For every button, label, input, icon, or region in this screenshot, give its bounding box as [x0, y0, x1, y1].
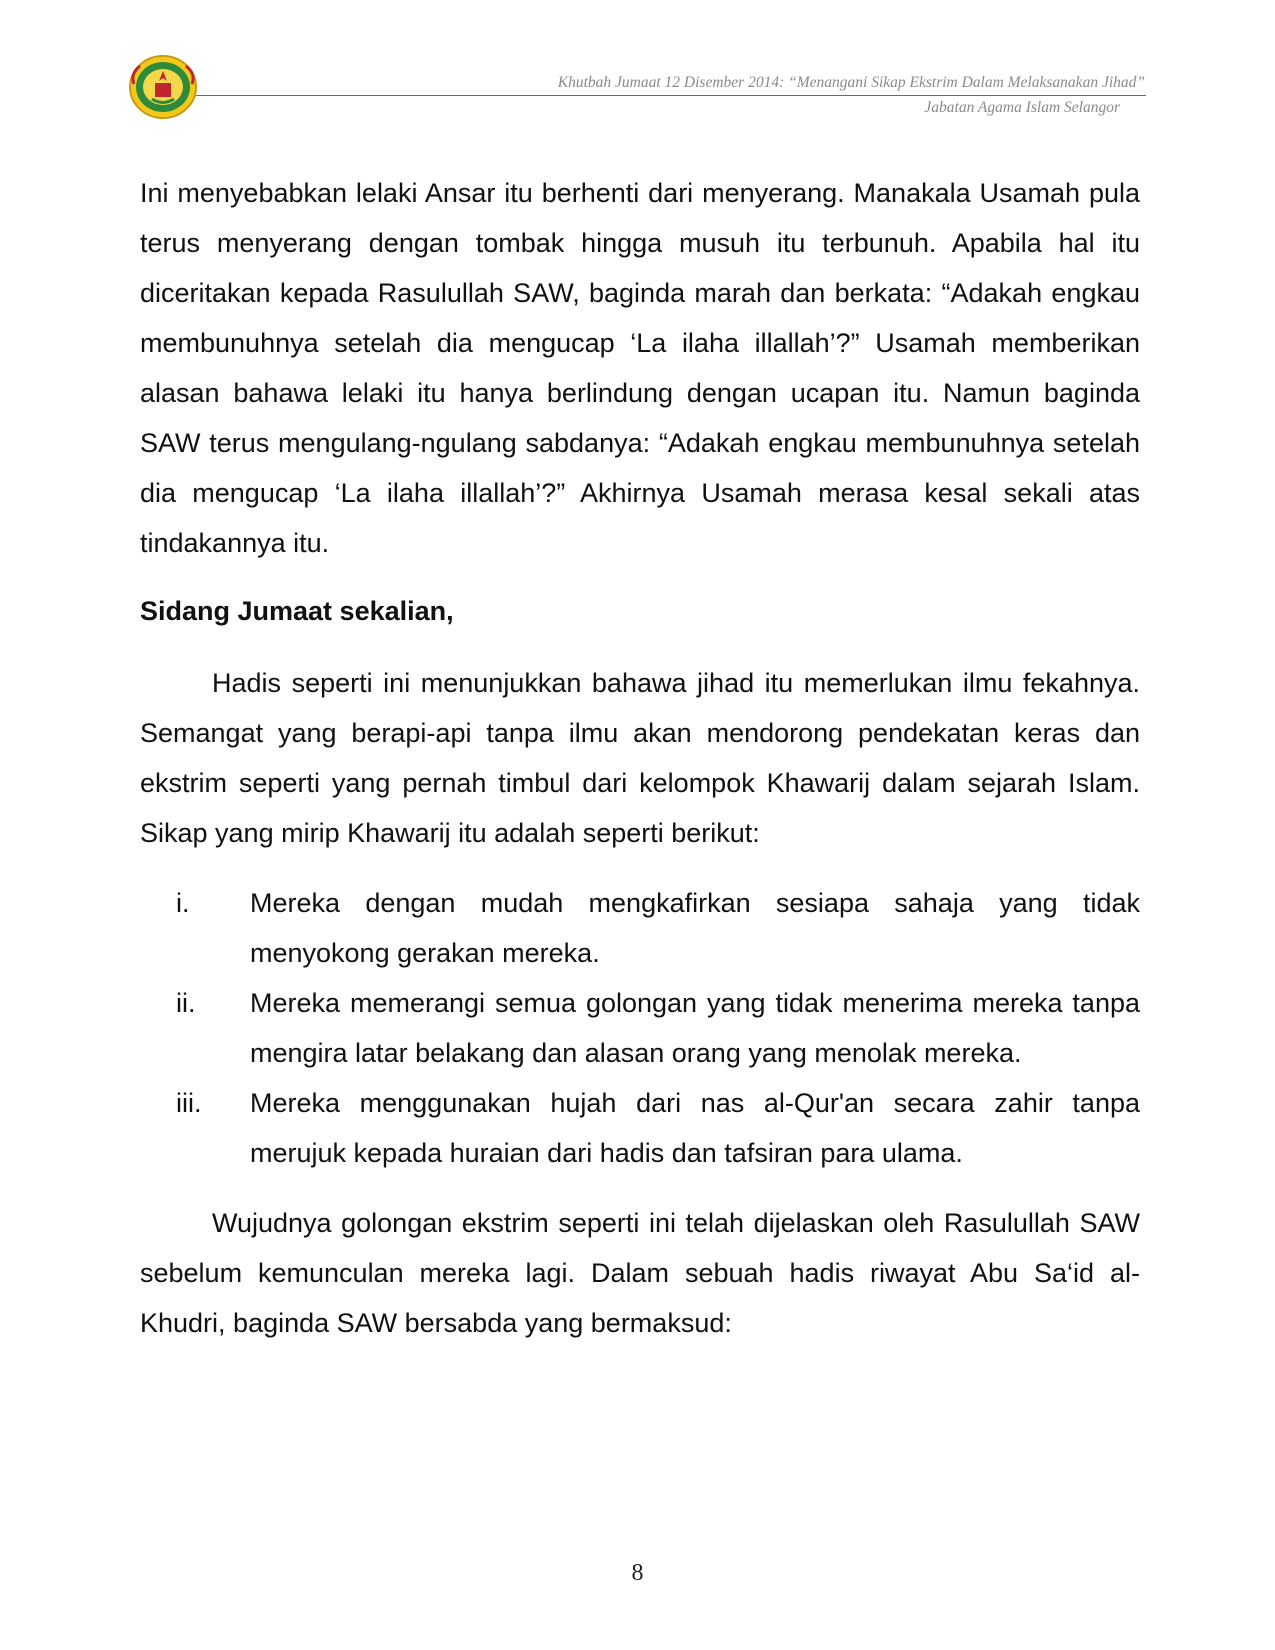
paragraph-hadith-intro: Wujudnya golongan ekstrim seperti ini telah dijelaskan oleh Rasulullah SAW sebelum kemunculan mereka lagi. Dalam sebuah hadis riwayat Abu Sa‘id al-Khudri, baginda SAW bersabda yang bermaksud: [140, 1208, 1140, 1338]
sermon-body [140, 168, 1140, 1348]
header-department: Jabatan Agama Islam Selangor [924, 99, 1120, 116]
jais-emblem-icon [128, 54, 198, 120]
list-number: i. [176, 888, 190, 918]
list-text: Mereka dengan mudah mengkafirkan sesiapa sahaja yang tidak menyokong gerakan mereka. [250, 888, 1140, 968]
list-text: Mereka menggunakan hujah dari nas al-Qur'an secara zahir tanpa merujuk kepada huraian dari hadis dan tafsiran para ulama. [250, 1088, 1140, 1168]
greeting-heading: Sidang Jumaat sekalian, [140, 596, 454, 626]
header-rule [196, 95, 1146, 96]
list-text: Mereka memerangi semua golongan yang tidak menerima mereka tanpa mengira latar belakang dan alasan orang yang menolak mereka. [250, 988, 1140, 1068]
list-item [140, 1078, 1140, 1178]
list-item [140, 978, 1140, 1078]
list-item [140, 878, 1140, 978]
paragraph-khawarij: Hadis seperti ini menunjukkan bahawa jihad itu memerlukan ilmu fekahnya. Semangat yang berapi-api tanpa ilmu akan mendorong pendekatan keras dan ekstrim seperti yang pernah timbul dari kelompok Khawarij dalam sejarah Islam. Sikap yang mirip Khawarij itu adalah seperti berikut: [140, 668, 1140, 848]
page-number: 8 [631, 1560, 644, 1586]
list-number: ii. [176, 988, 196, 1018]
header-title: Khutbah Jumaat 12 Disember 2014: “Menangani Sikap Ekstrim Dalam Melaksanakan Jihad” [557, 74, 1145, 91]
khawarij-traits-list [140, 878, 1140, 1178]
paragraph-usamah: Ini menyebabkan lelaki Ansar itu berhenti dari menyerang. Manakala Usamah pula terus menyerang dengan tombak hingga musuh itu terbunuh. Apabila hal itu diceritakan kepada Rasulullah SAW, baginda marah dan berkata: “Adakah engkau membunuhnya setelah dia mengucap ‘La ilaha illallah’?” Usamah memberikan alasan bahawa lelaki itu hanya berlindung dengan ucapan itu. Namun baginda SAW terus mengulang-ngulang sabdanya: “Adakah engkau membunuhnya setelah dia mengucap ‘La ilaha illallah’?” Akhirnya Usamah merasa kesal sekali atas tindakannya itu. [140, 178, 1140, 558]
list-number: iii. [176, 1088, 202, 1118]
